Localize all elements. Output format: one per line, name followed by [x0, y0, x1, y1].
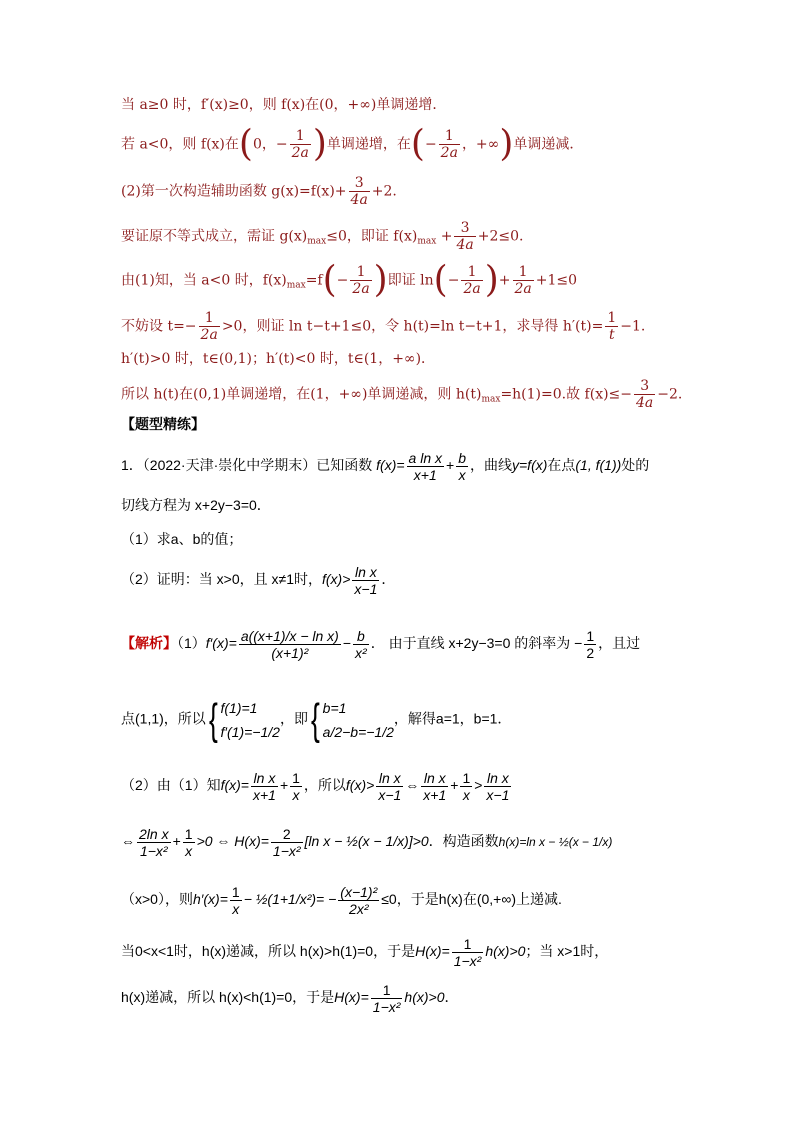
text: ；当 x>1时，: [525, 943, 609, 960]
num: ln x: [376, 770, 403, 787]
text: 1．（2022·天津·崇化中学期末）已知函数: [121, 457, 373, 474]
solution-line-1: 当 a≥0 时，f′(x)≥0，则 f(x)在(0，+∞)单调递增．: [121, 97, 447, 113]
text: h(x)递减，所以 h(x)<h(1)=0，于是: [121, 989, 335, 1006]
math: − ½(1+1/x²)= −: [243, 891, 337, 908]
solution-tag: 【解析】: [121, 635, 177, 652]
text: （x>0），则: [121, 891, 193, 908]
fraction: [513, 264, 534, 297]
num: 2: [271, 826, 303, 843]
problem-line-2: 切线方程为 x+2y−3=0．: [121, 497, 271, 513]
eq: b=1: [322, 700, 347, 716]
paren: (: [322, 259, 337, 301]
eq: f′(1)=−1/2: [220, 724, 280, 740]
fraction: [376, 770, 403, 803]
den: x: [292, 787, 300, 803]
den: x+1: [413, 467, 437, 483]
math: ．: [381, 571, 396, 588]
fraction: [484, 770, 511, 803]
den: 1−x²: [272, 843, 301, 859]
fraction: [199, 310, 220, 343]
den: 2a: [463, 281, 481, 297]
fraction: [421, 770, 448, 803]
den: 2a: [352, 281, 370, 297]
math: h(x)=ln x − ½(x − 1/x): [498, 835, 613, 850]
den: x: [462, 787, 470, 803]
text: 即证 ln: [387, 272, 434, 289]
fraction: [584, 628, 596, 661]
math: >: [474, 777, 483, 794]
subscript: max: [307, 236, 327, 247]
solution-line-5: [121, 259, 578, 301]
den: x−1: [486, 787, 510, 803]
equation-system: [221, 696, 280, 744]
fraction: [137, 826, 171, 859]
question-2: [121, 564, 395, 597]
text: ，+∞: [461, 136, 500, 153]
math: +: [172, 833, 181, 850]
fraction: [271, 826, 303, 859]
den: 2: [586, 645, 595, 661]
num: (x−1)²: [340, 884, 378, 900]
den: 1−x²: [139, 843, 168, 859]
text: ，解得a=1，b=1．: [393, 710, 512, 727]
paren: ): [499, 123, 514, 165]
text: （1）: [177, 635, 206, 652]
den: 2x²: [349, 901, 369, 917]
fraction: [353, 628, 369, 661]
text: ≤0，即证 f(x): [326, 228, 418, 245]
num: 3: [349, 175, 370, 192]
math: f(x)=: [376, 457, 405, 474]
math: h(x)>0: [485, 943, 526, 960]
solution-line-8: [121, 378, 682, 411]
fraction: [183, 826, 195, 859]
math: f(x)>: [322, 571, 351, 588]
num: 1: [513, 264, 534, 281]
den: x+1: [252, 787, 276, 803]
solution-part1-line-2: [121, 696, 511, 744]
section-heading: 【题型精练】: [121, 417, 205, 433]
math: +: [450, 777, 459, 794]
solution-part2-line-3: [121, 884, 562, 917]
text: 单调递增，在: [326, 136, 411, 153]
paren: ): [373, 259, 388, 301]
text: ．构造函数: [428, 833, 499, 850]
text: 点(1,1)，所以: [121, 710, 206, 727]
num: ln x: [352, 564, 379, 581]
num: 1: [350, 264, 371, 281]
text: ，且过: [598, 635, 641, 652]
solution-part2-line-1: [121, 770, 513, 803]
text: 由(1)知，当 a<0 时，f(x): [121, 272, 287, 289]
math: −: [342, 635, 352, 652]
fraction: [407, 450, 444, 483]
fraction: [439, 128, 460, 161]
math: +: [279, 777, 289, 794]
problem-line-1: [121, 450, 649, 483]
paren: ): [312, 123, 327, 165]
text: ，于是h(x)在(0,+∞)上递减.: [396, 891, 562, 908]
math: +: [446, 457, 455, 474]
fraction: [239, 628, 341, 661]
num: 2ln x: [139, 826, 169, 842]
fraction: [605, 310, 618, 343]
num: b: [458, 450, 466, 466]
text: 不妨设 t=−: [121, 318, 197, 335]
fraction: [352, 564, 379, 597]
question-1: （1）求a、b的值；: [121, 531, 243, 547]
num: ln x: [484, 770, 511, 787]
text: （2）证明：当 x>0，且 x≠1时，: [121, 571, 322, 588]
num: 1: [439, 128, 460, 145]
text: 在点: [547, 457, 576, 474]
left-brace: {: [208, 695, 218, 744]
math: >0 ⇔ H(x)=: [196, 833, 269, 850]
den: x: [232, 901, 240, 917]
text: =h(1)=0.故 f(x)≤−: [500, 386, 633, 403]
fraction: [634, 378, 655, 411]
solution-part1-line-1: [121, 628, 640, 661]
num: a ln x: [408, 450, 443, 466]
math: ≤0: [381, 891, 397, 908]
den: x²: [355, 645, 367, 661]
math: ⇔: [405, 777, 420, 794]
den: 2a: [440, 145, 458, 161]
text: ． 由于直线 x+2y−3=0 的斜率为 −: [370, 635, 583, 652]
text: ，所以: [303, 777, 346, 794]
fraction: [454, 220, 475, 253]
num: 1: [231, 884, 240, 900]
text: 单调递减．: [513, 136, 584, 153]
subscript: max: [286, 280, 306, 291]
fraction: [290, 770, 302, 803]
num: 3: [634, 378, 655, 395]
text: 0，−: [252, 136, 288, 153]
text: +: [436, 228, 453, 245]
num: ln x: [251, 770, 278, 787]
paren: ): [484, 259, 499, 301]
fraction: [460, 770, 472, 803]
num: 1: [290, 128, 311, 145]
fraction: [371, 982, 403, 1015]
den: 4a: [350, 192, 368, 208]
den: x: [185, 843, 193, 859]
den: 1−x²: [453, 953, 482, 969]
num: ln x: [421, 770, 448, 787]
text: ，即: [279, 710, 308, 727]
math: [ln x − ½(x − 1/x)]>0: [304, 833, 429, 850]
num: 1: [461, 264, 482, 281]
num: 1: [292, 770, 300, 786]
den: 2a: [291, 145, 309, 161]
solution-part2-line-4: [121, 936, 608, 969]
text: −2.: [657, 386, 683, 403]
solution-line-2: [121, 123, 584, 165]
equation-system: [323, 696, 394, 744]
math: y=f(x): [512, 457, 548, 474]
fraction: [456, 450, 468, 483]
math: H(x)=: [334, 989, 369, 1006]
num: 1: [452, 936, 484, 953]
fraction: [290, 128, 311, 161]
text: =f: [305, 272, 323, 289]
den: x−1: [378, 787, 402, 803]
text: −: [424, 136, 437, 153]
solution-part2-line-5: [121, 982, 458, 1015]
text: −: [336, 272, 349, 289]
math: H(x)=: [415, 943, 450, 960]
subscript: max: [417, 236, 437, 247]
text: >0，则证 ln t−t+1≤0，令 h(t)=ln t−t+1，求导得 h′(t)=: [221, 318, 604, 335]
text: ⇔: [121, 833, 135, 850]
den: 4a: [636, 395, 654, 411]
text: −: [447, 272, 460, 289]
text: +2.: [371, 183, 397, 200]
eq: a/2−b=−1/2: [322, 724, 394, 740]
fraction: [338, 884, 379, 917]
solution-line-6: [121, 310, 645, 343]
subscript: max: [481, 394, 501, 405]
math: h(x)>0: [404, 989, 445, 1006]
num: 1: [184, 826, 193, 842]
fraction: [452, 936, 484, 969]
paren: (: [433, 259, 448, 301]
num: 1: [199, 310, 220, 327]
left-brace: {: [310, 695, 320, 744]
text: (2)第一次构造辅助函数 g(x)=f(x)+: [121, 183, 347, 200]
num: 3: [454, 220, 475, 237]
text: 若 a<0，则 f(x)在: [121, 136, 239, 153]
text: ，曲线: [470, 457, 512, 474]
math: f(x)>: [345, 777, 375, 794]
solution-line-7: h′(t)>0 时，t∈(0,1)；h′(t)<0 时，t∈(1，+∞)．: [121, 351, 436, 367]
eq: f(1)=1: [220, 700, 258, 716]
text: +1≤0: [535, 272, 578, 289]
text: 处的: [621, 457, 650, 474]
math: (1, f(1)): [575, 457, 622, 474]
math: h′(x)=: [192, 891, 228, 908]
text: ．: [444, 989, 459, 1006]
fraction: [461, 264, 482, 297]
solution-line-3: [121, 175, 397, 208]
text: 当0<x<1时，h(x)递减，所以 h(x)>h(1)=0，于是: [121, 943, 416, 960]
text: +2≤0.: [477, 228, 524, 245]
fraction: [251, 770, 278, 803]
text: 所以 h(t)在(0,1)单调递增，在(1，+∞)单调递减，则 h(t): [121, 386, 482, 403]
num: 1: [586, 628, 595, 644]
text: 要证原不等式成立，需证 g(x): [121, 228, 308, 245]
text: −1.: [620, 318, 646, 335]
paren: (: [410, 123, 425, 165]
text: （2）由（1）知: [121, 777, 221, 794]
num: 1: [607, 310, 617, 326]
den: t: [608, 327, 615, 343]
paren: (: [238, 123, 253, 165]
fraction: [349, 175, 370, 208]
den: (x+1)²: [271, 645, 309, 661]
solution-line-4: [121, 220, 523, 253]
num: 1: [371, 982, 403, 999]
den: x: [458, 467, 466, 483]
num: a((x+1)/x − ln x): [240, 628, 339, 644]
den: 2a: [200, 327, 218, 343]
num: 1: [462, 770, 471, 786]
den: 1−x²: [372, 999, 401, 1015]
den: 4a: [456, 237, 474, 253]
num: b: [353, 628, 369, 645]
den: x+1: [423, 787, 447, 803]
solution-part2-line-2: [121, 826, 612, 859]
math: f(x)=: [220, 777, 249, 794]
math: f′(x)=: [205, 635, 237, 652]
fraction: [230, 884, 242, 917]
fraction: [350, 264, 371, 297]
den: 2a: [514, 281, 532, 297]
den: x−1: [354, 581, 378, 597]
text: +: [498, 272, 511, 289]
